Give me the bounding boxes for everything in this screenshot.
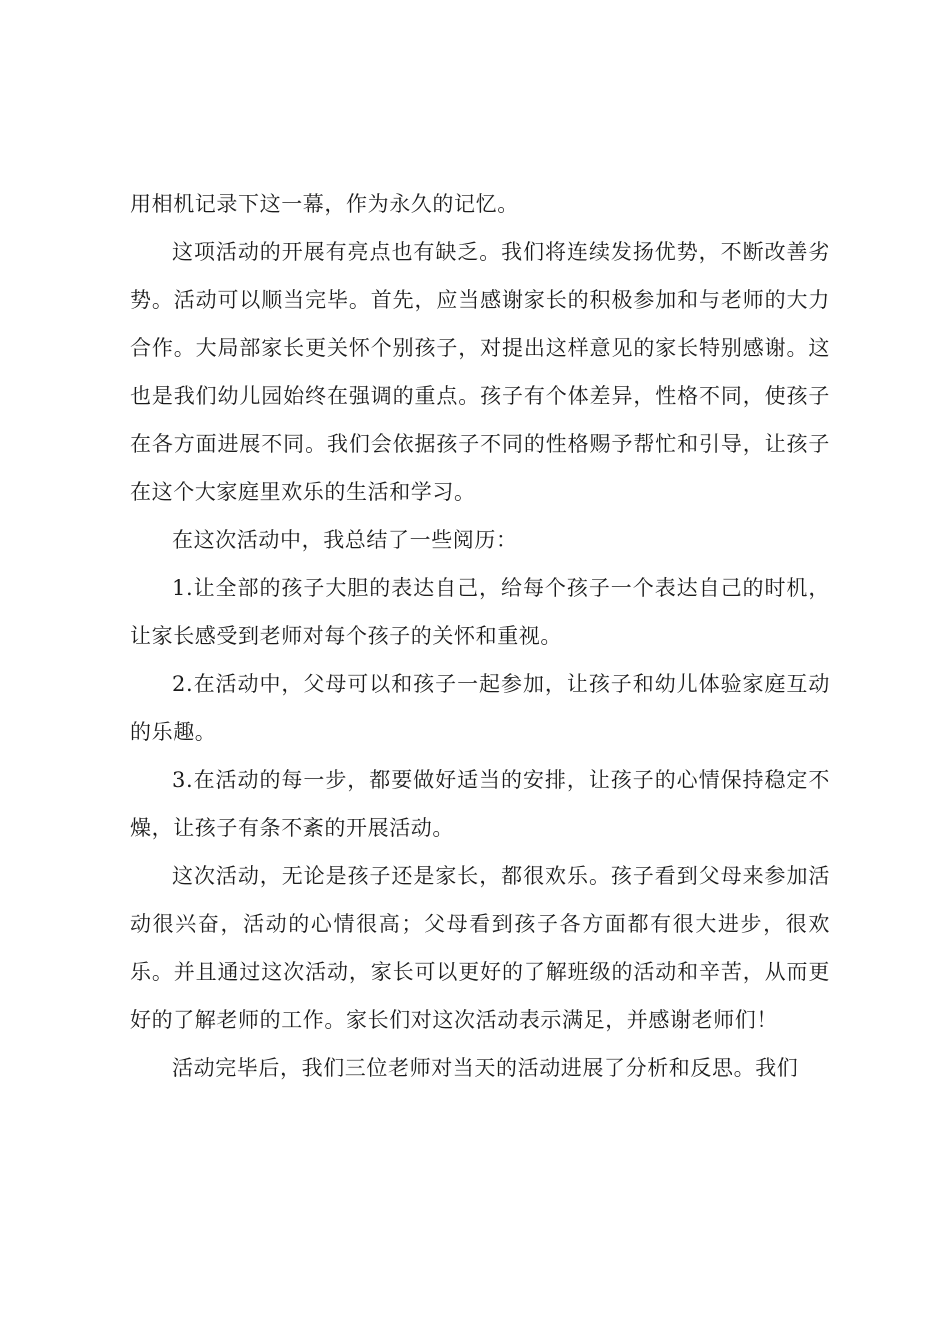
- paragraph-4: 这次活动，无论是孩子还是家长，都很欢乐。孩子看到父母来参加活动很兴奋，活动的心情很高；父母看到孩子各方面都有很大进步，很欢乐。并且通过这次活动，家长可以更好的了解班级的活动和辛苦，从而更好的了解老师的工作。家长们对这次活动表示满足，并感谢老师们！: [130, 864, 830, 1032]
- list-item-3: 3.在活动的每一步，都要做好适当的安排，让孩子的心情保持稳定不燥，让孩子有条不紊的开展活动。: [130, 768, 830, 840]
- list-item-1: 1.让全部的孩子大胆的表达自己，给每个孩子一个表达自己的时机，让家长感受到老师对每个孩子的关怀和重视。: [130, 576, 830, 648]
- paragraph-1: 用相机记录下这一幕，作为永久的记忆。: [130, 192, 519, 216]
- list-item-2: 2.在活动中，父母可以和孩子一起参加，让孩子和幼儿体验家庭互动的乐趣。: [130, 672, 830, 744]
- paragraph-3: 在这次活动中，我总结了一些阅历：: [172, 528, 518, 552]
- document-body: [130, 180, 830, 1092]
- paragraph-2: 这项活动的开展有亮点也有缺乏。我们将连续发扬优势，不断改善劣势。活动可以顺当完毕。首先，应当感谢家长的积极参加和与老师的大力合作。大局部家长更关怀个别孩子，对提出这样意见的家长特别感谢。这也是我们幼儿园始终在强调的重点。孩子有个体差异，性格不同，使孩子在各方面进展不同。我们会依据孩子不同的性格赐予帮忙和引导，让孩子在这个大家庭里欢乐的生活和学习。: [130, 240, 830, 504]
- paragraph-5: 活动完毕后，我们三位老师对当天的活动进展了分析和反思。我们: [172, 1056, 799, 1080]
